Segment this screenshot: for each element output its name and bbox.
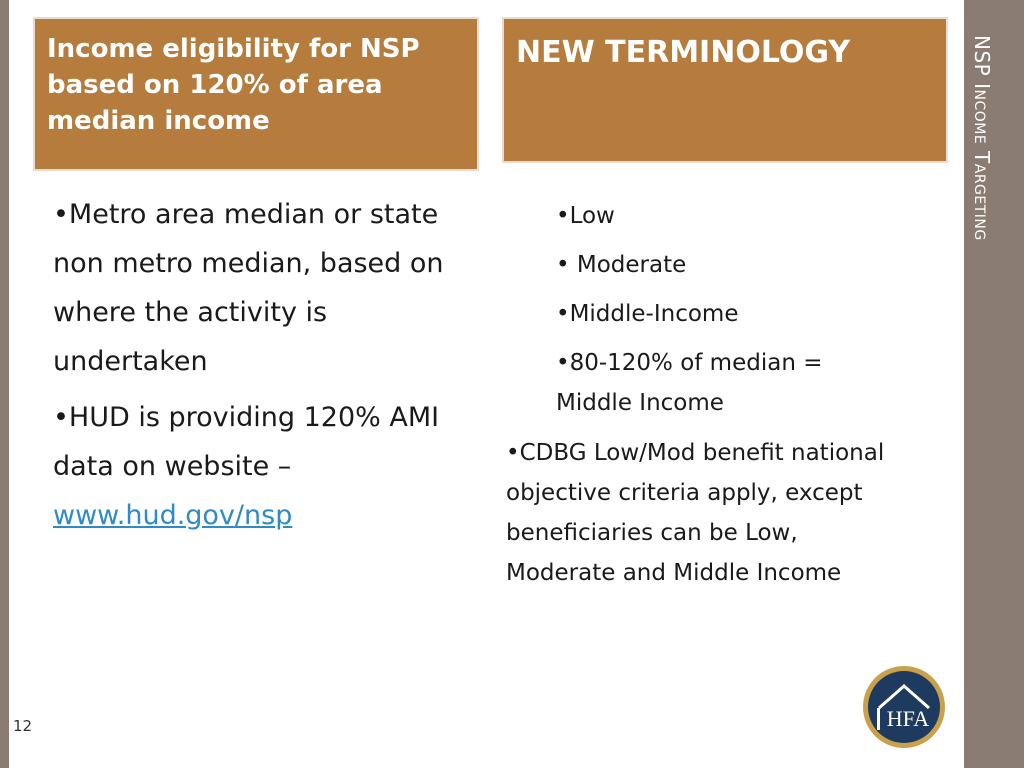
right-header-text: NEW TERMINOLOGY <box>516 35 851 70</box>
hfa-logo <box>861 664 947 750</box>
left-accent-bar <box>0 0 9 768</box>
vertical-section-title: NSP Income Targeting <box>970 35 994 241</box>
left-bullet-2-text: •HUD is providing 120% AMI data on website – <box>53 402 440 482</box>
list-item: • Moderate <box>556 252 687 278</box>
left-content <box>53 190 463 547</box>
list-item: •Low <box>556 203 615 229</box>
terminology-list <box>556 196 886 432</box>
page-number: 12 <box>13 717 33 735</box>
left-header-text: Income eligibility for NSP based on 120% of area median income <box>47 34 420 136</box>
cdbg-bullet: •CDBG Low/Mod benefit national objective criteria apply, except beneficiaries can be Low, Moderate and Middle Income <box>506 440 885 586</box>
logo-text: HFA <box>886 706 930 731</box>
list-item: •80-120% of median = Middle Income <box>556 350 823 416</box>
right-header-box <box>502 17 948 163</box>
left-bullet-1: •Metro area median or state non metro median, based on where the activity is undertaken <box>53 199 444 377</box>
hud-nsp-link[interactable]: www.hud.gov/nsp <box>53 500 293 531</box>
left-header-box <box>33 17 479 171</box>
right-content <box>506 433 906 593</box>
list-item: •Middle-Income <box>556 301 739 327</box>
logo-bar <box>877 708 880 730</box>
left-bullet-2 <box>53 393 463 540</box>
